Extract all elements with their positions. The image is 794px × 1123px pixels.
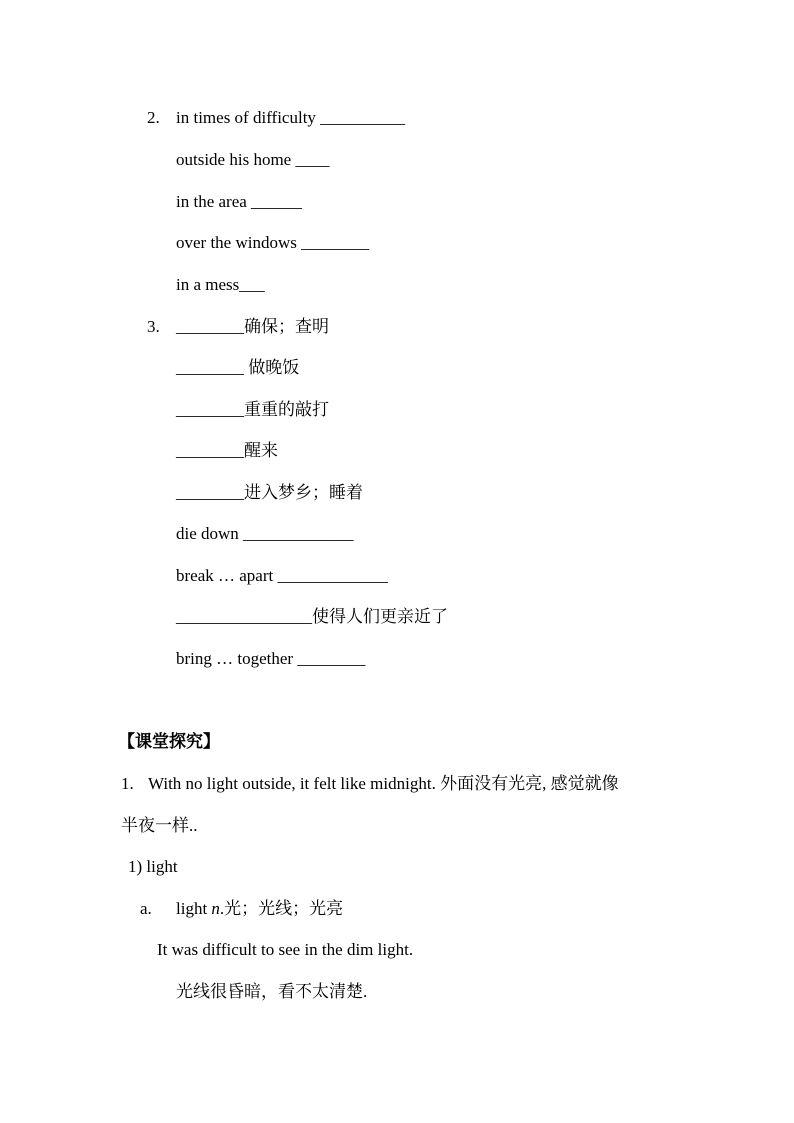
subsection-light: 1) light <box>128 857 178 876</box>
section-3-number: 3. <box>147 317 160 336</box>
example-sentence-en: It was difficult to see in the dim light. <box>157 940 414 959</box>
section-3-item-2: ________ 做晚饭 <box>176 358 300 377</box>
definition-line <box>176 898 343 920</box>
section-3-item-5: ________进入梦乡；睡着 <box>176 483 363 502</box>
explore-item-1-line-2: 半夜一样.. <box>121 816 198 835</box>
section-3-item-4: ________醒来 <box>176 441 278 460</box>
sub-a-label: a. <box>140 899 152 918</box>
section-3-item-9: bring … together ________ <box>176 649 366 668</box>
part-of-speech: n <box>211 899 220 918</box>
section-3-item-6: die down _____________ <box>176 524 354 543</box>
section-3-item-7: break … apart _____________ <box>176 566 388 585</box>
section-2-number: 2. <box>147 108 160 127</box>
section-2-item-4: over the windows ________ <box>176 233 370 252</box>
section-2-item-2: outside his home ____ <box>176 150 330 169</box>
section-2-item-1: in times of difficulty __________ <box>176 108 406 127</box>
section-2-item-3: in the area ______ <box>176 192 303 211</box>
definition-meaning: .光；光线；光亮 <box>219 899 344 918</box>
example-sentence-cn: 光线很昏暗，看不太清楚. <box>176 982 368 1001</box>
explore-item-1-line-1: With no light outside, it felt like midnight. 外面没有光亮, 感觉就像 <box>148 774 619 793</box>
section-2-item-5: in a mess___ <box>176 275 265 294</box>
section-3-item-1: ________确保；查明 <box>176 317 329 336</box>
section-3-item-3: ________重重的敲打 <box>176 400 329 419</box>
section-3-item-8: ________________使得人们更亲近了 <box>176 607 448 626</box>
explore-item-1-number: 1. <box>121 774 134 793</box>
definition-word: light <box>176 899 212 918</box>
section-heading: 【课堂探究】 <box>118 732 220 751</box>
